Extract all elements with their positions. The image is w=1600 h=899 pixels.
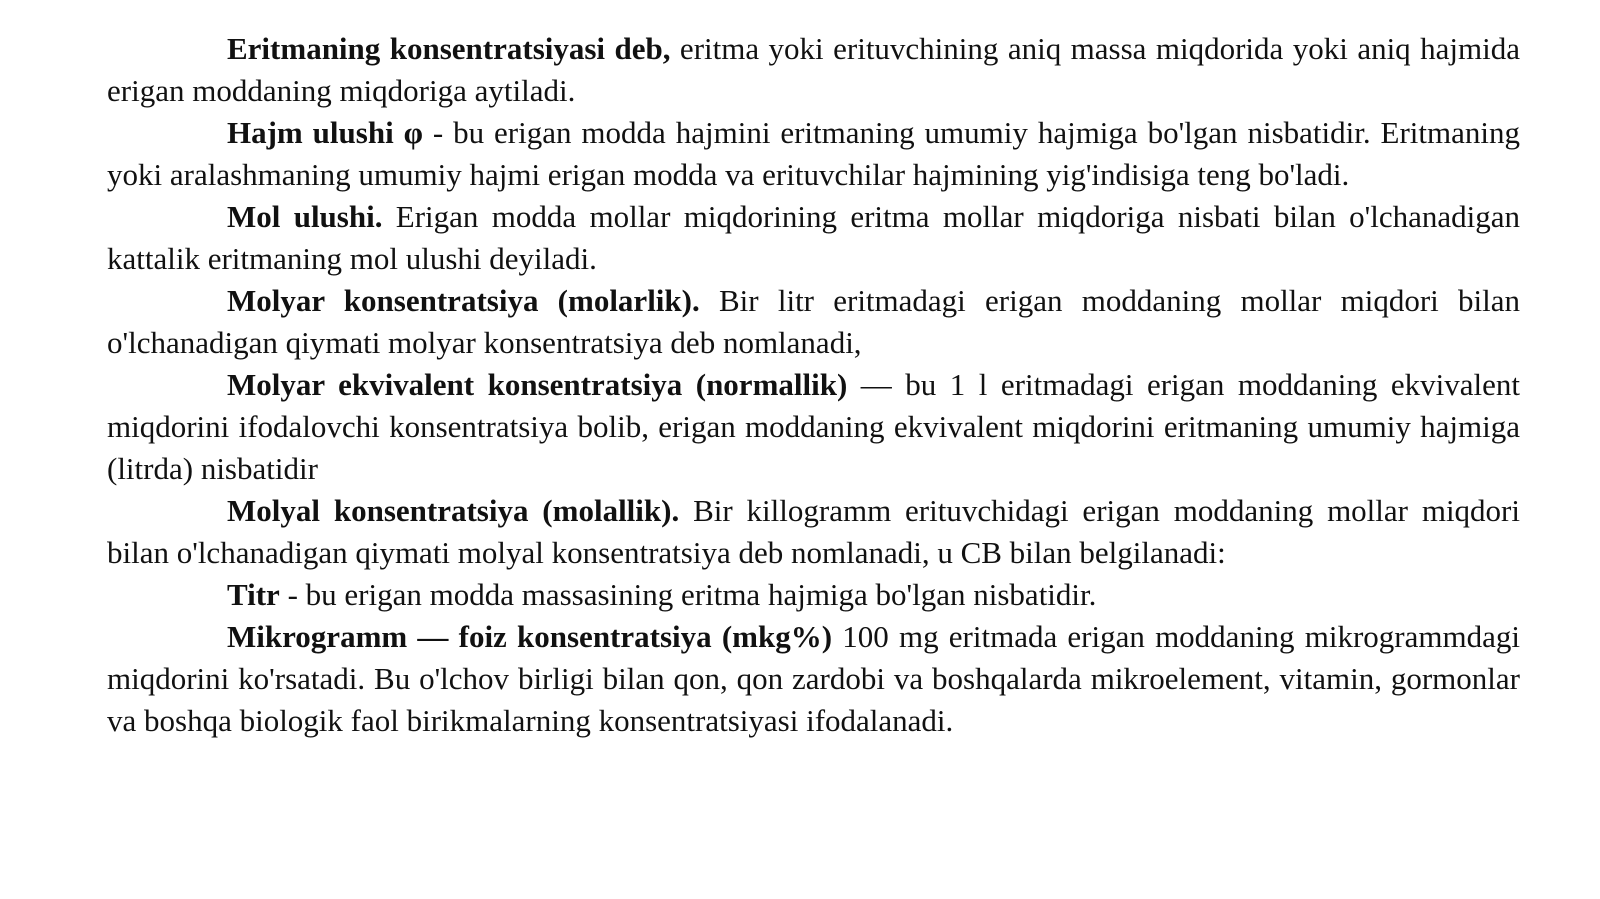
- definition-text: - bu erigan modda hajmini eritmaning umumiy hajmiga bo'lgan nisbatidir. Eritmaning yoki aralashmaning umumiy hajmi erigan modda va erituvchilar hajmining yig'indisiga teng bo'ladi.: [107, 115, 1520, 192]
- term-heading: Molyar konsentratsiya (molarlik).: [227, 283, 700, 318]
- paragraph-eritma-konsentratsiyasi: [107, 28, 1520, 112]
- definition-text: Bir killogramm erituvchidagi erigan moddaning mollar miqdori bilan o'lchanadigan qiymati molyal konsentratsiya deb nomlanadi, u CB bilan belgilanadi:: [107, 493, 1520, 570]
- definition-text: 100 mg eritmada erigan moddaning mikrogrammdagi miqdorini ko'rsatadi. Bu o'lchov birligi bilan qon, qon zardobi va boshqalarda mikroelement, vitamin, gormonlar va boshqa biologik faol birikmalarning konsentratsiyasi ifodalanadi.: [107, 619, 1520, 738]
- paragraph-molyar-ekvivalent: [107, 364, 1520, 490]
- document-page: [107, 28, 1520, 742]
- definition-text: eritma yoki erituvchining aniq massa miqdorida yoki aniq hajmida erigan moddaning miqdoriga aytiladi.: [107, 31, 1520, 108]
- definition-text: Bir litr eritmadagi erigan moddaning mollar miqdori bilan o'lchanadigan qiymati molyar konsentratsiya deb nomlanadi,: [107, 283, 1520, 360]
- paragraph-molyar-konsentratsiya: [107, 280, 1520, 364]
- term-heading: Hajm ulushi φ: [227, 115, 423, 150]
- term-heading: Mol ulushi.: [227, 199, 383, 234]
- definition-text: - bu erigan modda massasining eritma hajmiga bo'lgan nisbatidir.: [279, 577, 1097, 612]
- term-heading: Eritmaning konsentratsiyasi deb,: [227, 31, 671, 66]
- paragraph-mikrogramm-foiz: [107, 616, 1520, 742]
- definition-text: — bu 1 l eritmadagi erigan moddaning ekvivalent miqdorini ifodalovchi konsentratsiya bolib, erigan moddaning ekvivalent miqdorini eritmaning umumiy hajmiga (litrda) nisbatidir: [107, 367, 1520, 486]
- term-heading: Titr: [227, 577, 280, 612]
- definition-text: Erigan modda mollar miqdorining eritma mollar miqdoriga nisbati bilan o'lchanadigan kattalik eritmaning mol ulushi deyiladi.: [107, 199, 1520, 276]
- paragraph-molyal-konsentratsiya: [107, 490, 1520, 574]
- paragraph-hajm-ulushi: [107, 112, 1520, 196]
- paragraph-titr: [107, 574, 1520, 616]
- term-heading: Molyar ekvivalent konsentratsiya (normallik): [227, 367, 848, 402]
- term-heading: Mikrogramm — foiz konsentratsiya (mkg%): [227, 619, 833, 654]
- paragraph-mol-ulushi: [107, 196, 1520, 280]
- term-heading: Molyal konsentratsiya (molallik).: [227, 493, 680, 528]
